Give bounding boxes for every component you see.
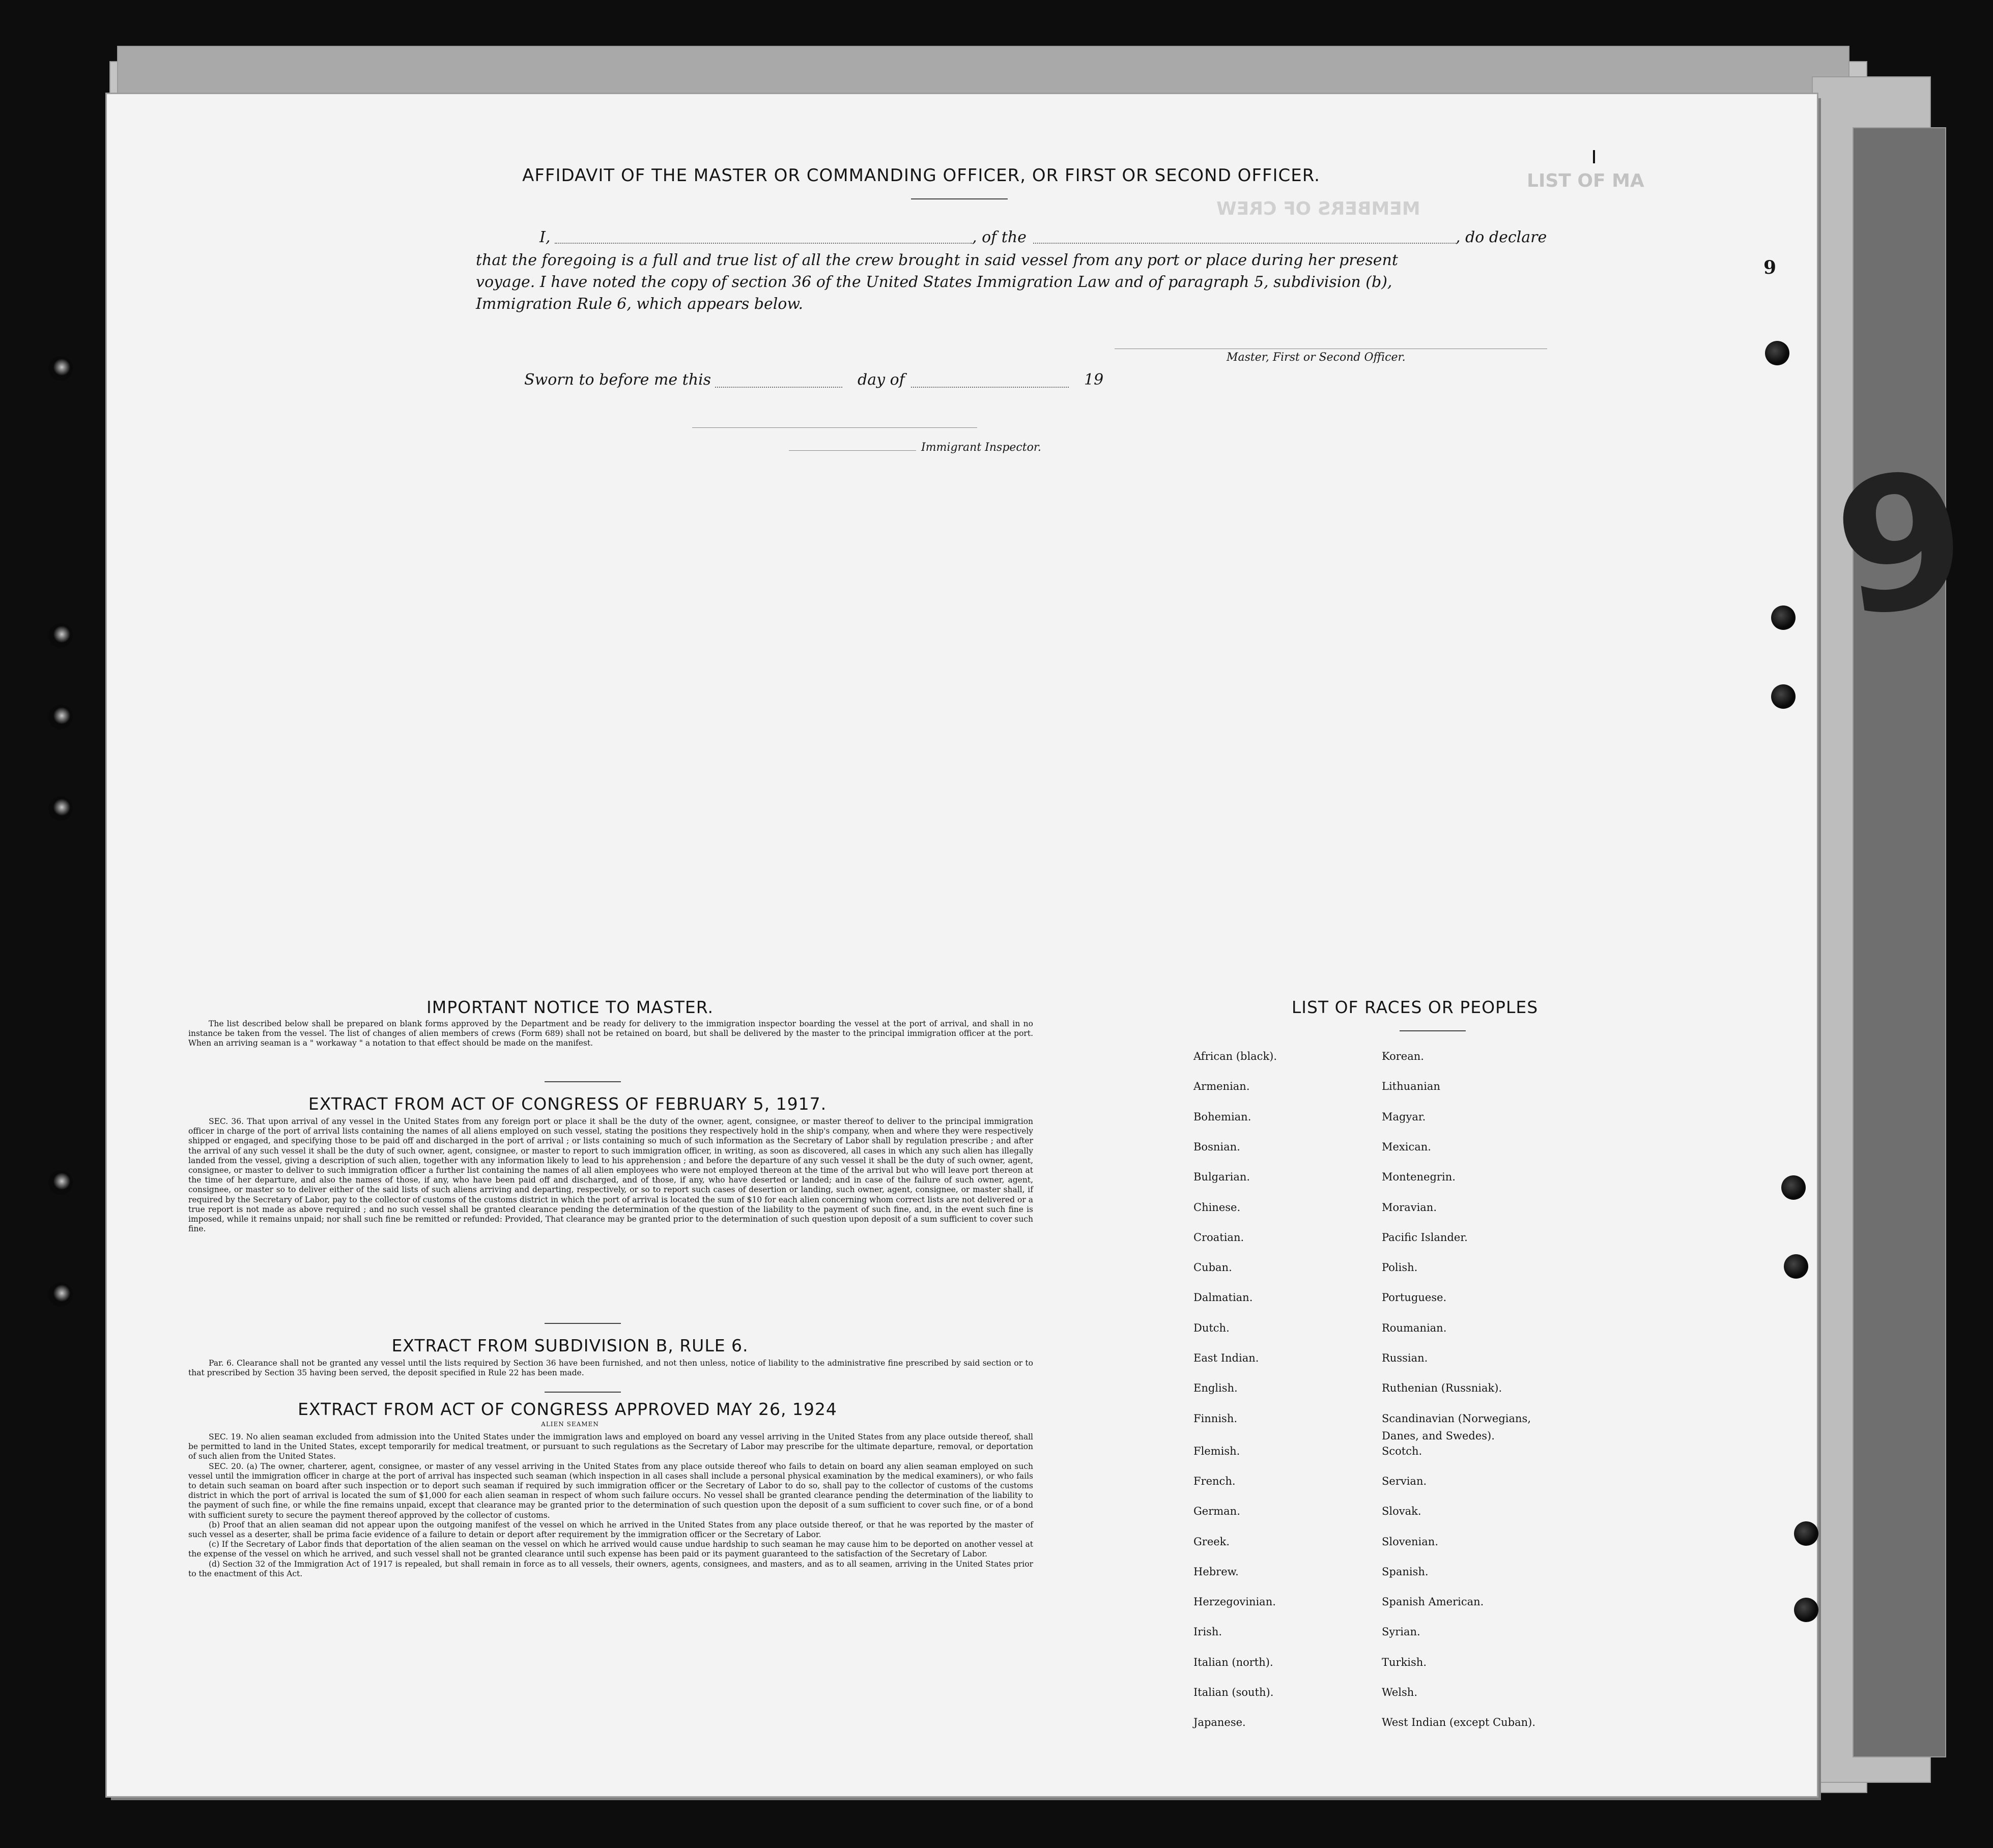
binding-hole [48,705,73,729]
form-page [107,94,1817,1796]
affidavit-line-2: that the foregoing is a full and true list of all the crew brought in said vessel from any port or place during her present [476,251,1398,269]
binding-hole [1771,684,1796,709]
extract-1917-title: EXTRACT FROM ACT OF CONGRESS OF FEBRUARY 5, 1917. [308,1094,827,1114]
extract-rule6-title: EXTRACT FROM SUBDIVISION B, RULE 6. [391,1336,749,1355]
race-item: Spanish American. [1382,1596,1484,1608]
binding-hole [1794,1521,1818,1546]
binding-hole [1784,1254,1808,1279]
title-underline [911,198,1008,199]
race-item: Roumanian. [1382,1321,1447,1334]
race-item: Portuguese. [1382,1291,1447,1304]
notice-text [188,1019,1033,1049]
race-item: Armenian. [1193,1080,1250,1093]
inspector-caption: Immigrant Inspector. [921,441,1041,454]
sworn-day-field[interactable] [715,387,842,388]
race-item-continuation: Danes, and Swedes). [1382,1430,1495,1442]
notice-paragraph: The list described below shall be prepared on blank forms approved by the Department and be ready for delivery to the immigration inspector boarding the vessel at the port of arrival, and shall in no instance be taken from the vessel. The list of changes of alien members of crews (Form 689) shall not be retained on board, but shall be delivered by the master to the principal immigration officer at the port. When an arriving seaman is a " workaway " a notation to that effect should be made on the manifest. [188,1019,1033,1048]
binding-hole [48,623,73,648]
race-item: Magyar. [1382,1110,1426,1123]
race-item: Italian (north). [1193,1656,1273,1668]
master-name-field[interactable] [555,243,972,244]
binding-hole [1771,605,1796,630]
race-item: Korean. [1382,1050,1424,1062]
affidavit-title: AFFIDAVIT OF THE MASTER OR COMMANDING OFFICER, OR FIRST OR SECOND OFFICER. [522,165,1320,186]
section-divider [545,1392,621,1393]
race-item: African (black). [1193,1050,1277,1062]
page-number: 9 [1763,257,1777,278]
race-item: Mexican. [1382,1140,1431,1153]
extract-1924-title: EXTRACT FROM ACT OF CONGRESS APPROVED MAY 26, 1924 [298,1399,837,1419]
day-of-text: day of [858,371,905,389]
sec-20a-paragraph: SEC. 20. (a) The owner, charterer, agent, consignee, or master of any vessel arriving in the United States from any place outside thereof who fails to detain on board any alien seaman employed on such vessel until the immigration officer in charge at the port of arrival has inspected such seaman (which inspection in all cases shall include a personal physical examination by the medical examiners), or who fails to detain such seaman on board after such inspection or to deport such seaman if required by such immigration officer or the Secretary of Labor to do so, shall pay to the collector of customs of the customs district in which the port of arrival is located the sum of $1,000 for each alien seaman in respect of whom such failure occurs. No vessel shall be granted clearance pending the determination of the liability to the payment of such fine, or while the fine remains unpaid, except that clearance may be granted prior to the determination of such question upon the deposit of a sum sufficient to cover such fine, or of a bond with sufficient surety to secure the payment thereof approved by the collector of customs. [188,1461,1033,1520]
race-item: Syrian. [1382,1626,1420,1638]
race-item: Chinese. [1193,1201,1241,1214]
race-item: East Indian. [1193,1352,1259,1364]
race-item: Turkish. [1382,1656,1427,1668]
race-item: Russian. [1382,1352,1428,1364]
binding-hole [48,1282,73,1307]
section-divider [545,1081,621,1082]
affidavit-of-the: , of the [972,228,1027,246]
extract-rule6-text [188,1359,1033,1378]
sec-19-paragraph: SEC. 19. No alien seaman excluded from admission into the United States under the immigration laws and employed on board any vessel arriving in the United States from any place outside thereof, shall be permitted to land in the United States, except temporarily for medical treatment, or pursuant to such regulations as the Secretary of Labor may prescribe for the ultimate departure, removal, or deportation of such alien from the United States. [188,1432,1033,1461]
race-item: Bulgarian. [1193,1171,1250,1183]
sec-20b-paragraph: (b) Proof that an alien seaman did not appear upon the outgoing manifest of the vessel on which he arrived in the United States from any place outside thereof, or that he was reported by the master of such vessel as a deserter, shall be prima facie evidence of a failure to detain or deport after requirement by the immigration officer or the Secretary of Labor. [188,1520,1033,1540]
race-item: Pacific Islander. [1382,1231,1468,1244]
race-item: Bohemian. [1193,1110,1251,1123]
binding-hole [1781,1175,1806,1200]
race-item: Greek. [1193,1535,1230,1548]
sec-20c-paragraph: (c) If the Secretary of Labor finds that deportation of the alien seaman on the vessel on which he arrived would cause undue hardship to such seaman he may cause him to be deported on another vessel at the expense of the vessel on which he arrived, and such vessel shall not be granted clearance until such expense has been paid or its payment guaranteed to the satisfaction of the Secretary of Labor. [188,1540,1033,1559]
section-divider [545,1323,621,1324]
affidavit-declare: , do declare [1456,228,1547,246]
rule6-paragraph: Par. 6. Clearance shall not be granted any vessel until the lists required by Section 36 have been furnished, and not then unless, notice of liability to the administrative fine prescribed by said section or to that prescribed by Section 35 having been served, the deposit specified in Rule 22 has been made. [188,1359,1033,1378]
binding-hole [48,356,73,381]
back-sheet-edge-dark [1853,127,1946,1757]
race-item: West Indian (except Cuban). [1382,1716,1536,1729]
race-item: Dalmatian. [1193,1291,1253,1304]
signature-caption: Master, First or Second Officer. [1227,351,1406,364]
race-item: Lithuanian [1382,1080,1440,1093]
race-item: Scotch. [1382,1445,1422,1457]
race-item: German. [1193,1505,1240,1518]
race-item: Italian (south). [1193,1686,1274,1698]
vessel-name-field[interactable] [1033,243,1456,244]
sworn-month-field[interactable] [911,387,1069,388]
race-item: English. [1193,1382,1238,1395]
notice-title: IMPORTANT NOTICE TO MASTER. [426,997,714,1017]
affidavit-line-3: voyage. I have noted the copy of section 36 of the United States Immigration Law and of paragraph 5, subdivision (b), [476,273,1392,291]
binding-hole [1794,1598,1818,1622]
affidavit-line-4: Immigration Rule 6, which appears below. [476,295,804,313]
race-item: Polish. [1382,1261,1418,1274]
section-36-paragraph: SEC. 36. That upon arrival of any vessel in the United States from any foreign port or place it shall be the duty of the owner, agent, consignee, or master thereof to deliver to the principal immigration officer in charge of the port of arrival lists containing the names of all aliens employed on such vessel, stating the positions they respectively hold in the ship's company, when and where they were respectively shipped or engaged, and specifying those to be paid off and discharged in the port of arrival ; or lists containing so much of such information as the Secretary of Labor shall by regulation prescribe ; and after the arrival of any such vessel it shall be the duty of such owner, agent, consignee, or master to report to such immigration officer, in writing, as soon as discovered, all cases in which any such alien has illegally landed from the vessel, giving a description of such alien, together with any information likely to lead to his apprehension ; and before the departure of any such vessel it shall be the duty of such owner, agent, consignee, or master to deliver to such immigration officer a further list containing the names of all alien employees who were not employed thereon at the time of the arrival but who will leave port thereon at the time of her departure, and also the names of those, if any, who have been paid off and discharged, and of those, if any, who have deserted or landed; and in case of the failure of such owner, agent, consignee, or master so to deliver either of the said lists of such aliens arriving and departing, respectively, or so to report such cases of desertion or landing, such owner, agent, consignee, or master shall, if required by the Secretary of Labor, pay to the collector of customs of the customs district in which the port of arrival is located the sum of $10 for each alien concerning whom correct lists are not delivered or a true report is not made as above required ; and no such vessel shall be granted clearance pending the determination of the question of the liability to the payment of such fine, and, in the event such fine is imposed, while it remains unpaid; nor shall such fine be remitted or refunded: Provided, That clearance may be granted prior to the determination of such question upon deposit of a sum sufficient to cover such fine. [188,1117,1033,1234]
handwritten-numeral: 9 [1823,429,1979,659]
extract-1917-text [188,1117,1033,1234]
binding-hole [48,1170,73,1195]
binding-hole [48,796,73,821]
race-item: Servian. [1382,1475,1427,1487]
races-title-underline [1400,1030,1466,1031]
race-item: Welsh. [1382,1686,1417,1698]
extract-1924-text [188,1432,1033,1579]
race-item: Cuban. [1193,1261,1232,1274]
race-item: Ruthenian (Russniak). [1382,1382,1502,1395]
race-item: Irish. [1193,1626,1222,1638]
year-prefix: 19 [1084,371,1104,389]
races-title: LIST OF RACES OR PEOPLES [1291,997,1539,1017]
race-item: Japanese. [1193,1716,1246,1729]
inspector-signature-line[interactable] [692,427,977,428]
pen-tick-mark [1593,150,1595,163]
race-item: Finnish. [1193,1412,1238,1425]
race-item: French. [1193,1475,1236,1487]
race-item: Slovak. [1382,1505,1421,1518]
race-item: Moravian. [1382,1201,1437,1214]
race-item: Slovenian. [1382,1535,1438,1548]
race-item: Scandinavian (Norwegians, [1382,1412,1531,1425]
race-item: Montenegrin. [1382,1171,1456,1183]
race-item: Hebrew. [1193,1565,1239,1578]
race-item: Spanish. [1382,1565,1429,1578]
bleed-through-heading: LIST OF MA [1527,170,1644,191]
affidavit-i: I, [539,228,551,246]
race-item: Herzegovinian. [1193,1596,1276,1608]
inspector-sub-line [789,450,916,451]
binding-hole [1765,341,1789,365]
race-item: Bosnian. [1193,1140,1240,1153]
race-item: Dutch. [1193,1321,1230,1334]
alien-seamen-subtitle: ALIEN SEAMEN [541,1421,599,1428]
race-item: Flemish. [1193,1445,1240,1457]
race-item: Croatian. [1193,1231,1244,1244]
sworn-text: Sworn to before me this [524,371,711,389]
sec-20d-paragraph: (d) Section 32 of the Immigration Act of 1917 is repealed, but shall remain in force as to all vessels, their owners, agents, consignees, and masters, and as to all seamen, arriving in the United States prior to the enactment of this Act. [188,1559,1033,1578]
bleed-through-heading-2: MEMBERS OF CREW [1216,198,1420,219]
